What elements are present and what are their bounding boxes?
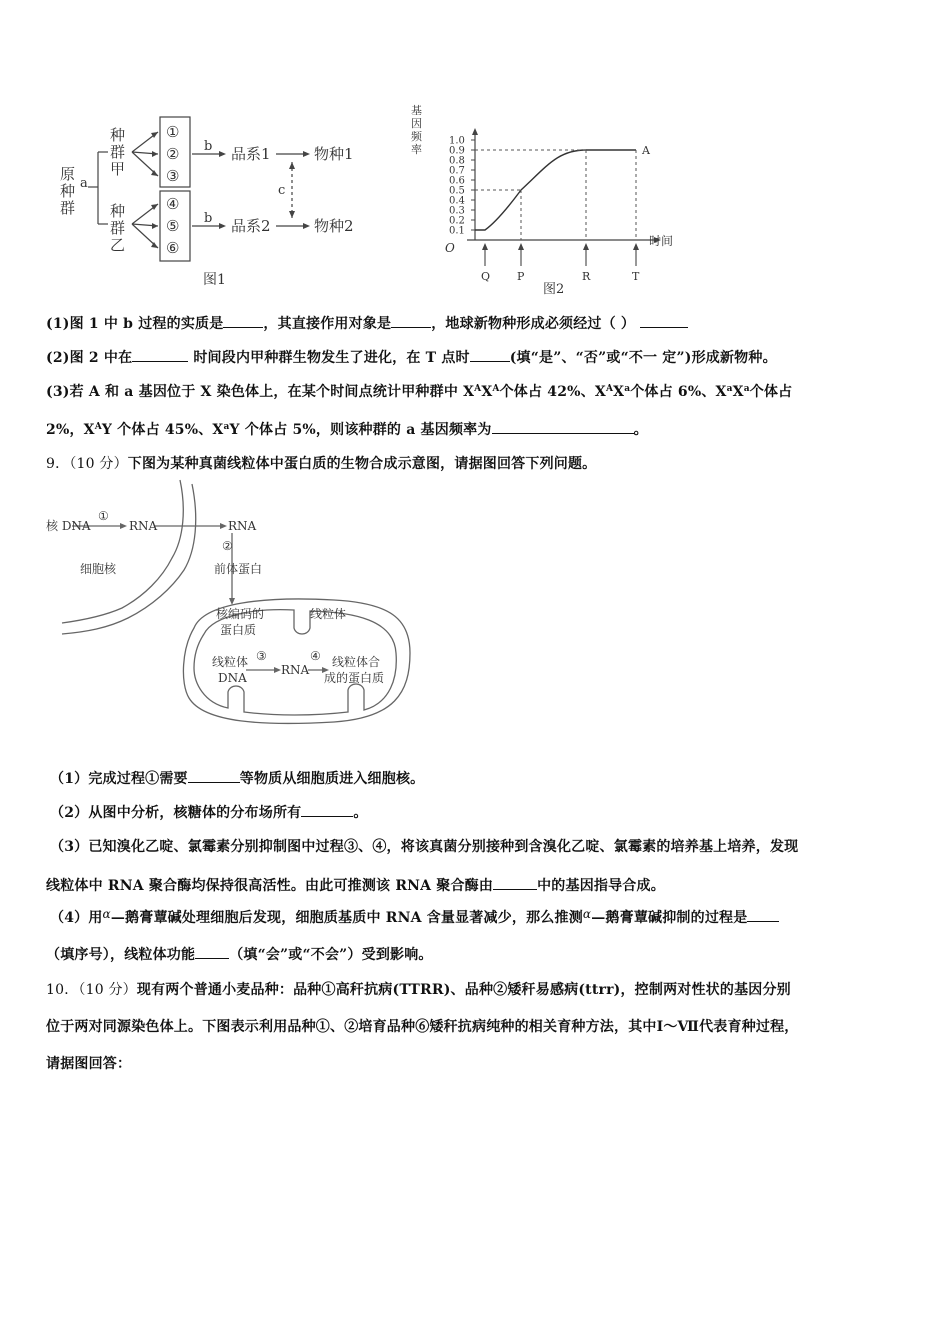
mt-dna-label-1: 线粒体	[212, 655, 249, 669]
answer-blank[interactable]	[493, 877, 537, 890]
answer-blank[interactable]	[492, 421, 634, 434]
q9-stem: 9．（10 分）下图为某种真菌线粒体中蛋白质的生物合成示意图，请据图回答下列问题。	[46, 456, 597, 472]
chart-x-marker-head	[583, 243, 589, 250]
chart-y-tick-label: 0.5	[449, 185, 465, 197]
yi-char-3: 乙	[110, 236, 126, 254]
chart-x-marker-label: T	[632, 270, 640, 283]
yi-char-1: 种	[110, 202, 126, 220]
chart-y-tick-label: 0.3	[449, 205, 465, 217]
chart-x-marker-head	[482, 243, 488, 250]
jia-char-3: 甲	[110, 160, 126, 178]
origin-char-1: 原	[60, 165, 76, 183]
box-1: ①	[166, 123, 180, 141]
q9-answer-4: （4）用α—鹅膏蕈碱处理细胞后发现，细胞质基质中 RNA 含量显著减少，那么推测α—鹅膏蕈碱抑制的过程是	[50, 907, 779, 927]
box-2: ②	[166, 145, 180, 163]
q8-part3-cont: 2%，$X^AY$ 个体占 45%、$X^aY$ 个体占 5%，则该种群的 a 基因频率为 。	[46, 422, 648, 438]
rna-label-2: RNA	[228, 519, 257, 533]
chart-x-marker-label: R	[582, 270, 591, 283]
chart-y-tick-label: 1.0	[449, 135, 465, 147]
q10-stem-cont: 位于两对同源染色体上。下图表示利用品种①、②培育品种⑥矮秆抗病纯种的相关育种方法，其中Ⅰ～Ⅶ代表育种过程，	[46, 1019, 799, 1035]
chart-ylabel-char: 因	[411, 117, 422, 130]
species-1-label: 物种1	[314, 145, 354, 163]
chart-x-marker-head	[518, 243, 524, 250]
chart-series-end-label: A	[642, 144, 650, 157]
q8-part2: (2)图 2 中在 时间段内甲种群生物发生了进化，在 T 点时 (填“是”、“否”或“不一 定”)形成新物种。	[46, 350, 777, 366]
chart-title: 图2	[543, 282, 565, 297]
mitochondria-protein-synthesis-diagram	[44, 478, 424, 738]
jia-char-2: 群	[110, 143, 126, 161]
chart-y-tick-label: 0.4	[449, 195, 465, 207]
rna-label-3: RNA	[281, 663, 310, 677]
mt-protein-label-1: 线粒体合	[332, 655, 381, 669]
q8-part3: (3)若 A 和 a 基因位于 X 染色体上，在某个时间点统计甲种群中 $X^AX^A$个体占 42%、$X^AX^a$个体占 6%、$X^aX^a$个体占	[46, 384, 793, 400]
chart-x-marker-label: P	[517, 270, 525, 283]
answer-blank[interactable]	[470, 349, 510, 362]
figure-1-speciation-diagram	[50, 112, 380, 292]
chart-x-marker-head	[633, 243, 639, 250]
jia-char-1: 种	[110, 126, 126, 144]
answer-blank[interactable]	[747, 909, 779, 922]
step-4-label: ④	[310, 649, 321, 663]
chart-y-tick-label: 0.6	[449, 175, 465, 187]
q10-stem-end: 请据图回答：	[46, 1056, 132, 1072]
chart-xlabel: 时间	[649, 234, 674, 248]
q9-answer-3-cont: 线粒体中 RNA 聚合酶均保持很高活性。由此可推测该 RNA 聚合酶由 中的基因指导合成。	[46, 878, 665, 894]
chart-ylabel-char: 率	[411, 143, 422, 156]
answer-blank[interactable]	[301, 804, 353, 817]
chart-y-tick-label: 0.7	[449, 165, 465, 177]
edge-b-label-2: b	[204, 211, 213, 226]
q9-answer-1: （1）完成过程①需要 等物质从细胞质进入细胞核。	[50, 771, 425, 787]
precursor-protein-label: 前体蛋白	[214, 562, 263, 576]
answer-blank[interactable]	[195, 946, 229, 959]
rna-label-1: RNA	[129, 519, 158, 533]
mitochondrion-label: 线粒体	[310, 607, 347, 621]
answer-blank[interactable]	[391, 315, 431, 328]
chart-y-tick-label: 0.9	[449, 145, 465, 157]
box-3: ③	[166, 167, 180, 185]
chart-y-tick-label: 0.1	[449, 225, 465, 237]
q8-part1: (1)图 1 中 b 过程的实质是 ，其直接作用对象是 ，地球新物种形成必须经过（ ）	[46, 313, 688, 333]
species-2-label: 物种2	[314, 217, 354, 235]
nuclear-dna-label: 核 DNA	[46, 519, 91, 533]
chart-x-marker-label: Q	[481, 270, 491, 283]
answer-blank[interactable]	[132, 349, 188, 362]
nuclear-encoded-protein-label-2: 蛋白质	[220, 623, 257, 637]
q9-answer-3: （3）已知溴化乙啶、氯霉素分别抑制图中过程③、④，将该真菌分别接种到含溴化乙啶、氯霉素的培养基上培养，发现	[50, 839, 799, 855]
figure-2-gene-frequency-chart	[405, 100, 695, 305]
edge-a-label: a	[80, 176, 88, 191]
answer-blank[interactable]	[223, 315, 263, 328]
mt-protein-label-2: 成的蛋白质	[324, 671, 385, 685]
box-5: ⑤	[166, 217, 180, 235]
chart-y-tick-label: 0.8	[449, 155, 465, 167]
origin-char-3: 群	[60, 199, 76, 217]
line-2-label: 品系2	[231, 217, 271, 235]
chart-ylabel-char: 频	[411, 130, 422, 143]
box-6: ⑥	[166, 239, 180, 257]
step-2-label: ②	[222, 539, 233, 553]
mt-dna-label-2: DNA	[218, 671, 247, 685]
chart-origin-label: O	[445, 241, 455, 255]
edge-b-label-1: b	[204, 139, 213, 154]
q9-answer-4-cont: （填序号），线粒体功能 （填“会”或“不会”）受到影响。	[46, 947, 433, 963]
line-1-label: 品系1	[231, 145, 271, 163]
box-4: ④	[166, 195, 180, 213]
nucleus-label: 细胞核	[80, 562, 117, 576]
step-3-label: ③	[256, 649, 267, 663]
nuclear-encoded-protein-label-1: 核编码的	[216, 607, 265, 621]
answer-blank[interactable]	[640, 315, 688, 328]
answer-blank[interactable]	[188, 770, 240, 783]
chart-y-tick-label: 0.2	[449, 215, 465, 227]
edge-c-label: c	[278, 183, 286, 198]
figure-1-caption: 图1	[203, 272, 226, 288]
yi-char-2: 群	[110, 219, 126, 237]
step-1-label: ①	[98, 509, 109, 523]
q10-stem: 10．（10 分）现有两个普通小麦品种：品种①高秆抗病(TTRR)、品种②矮秆易感病(ttrr)，控制两对性状的基因分别	[46, 982, 791, 998]
origin-char-2: 种	[60, 182, 76, 200]
chart-ylabel-char: 基	[411, 104, 422, 117]
q9-answer-2: （2）从图中分析，核糖体的分布场所有 。	[50, 805, 368, 821]
